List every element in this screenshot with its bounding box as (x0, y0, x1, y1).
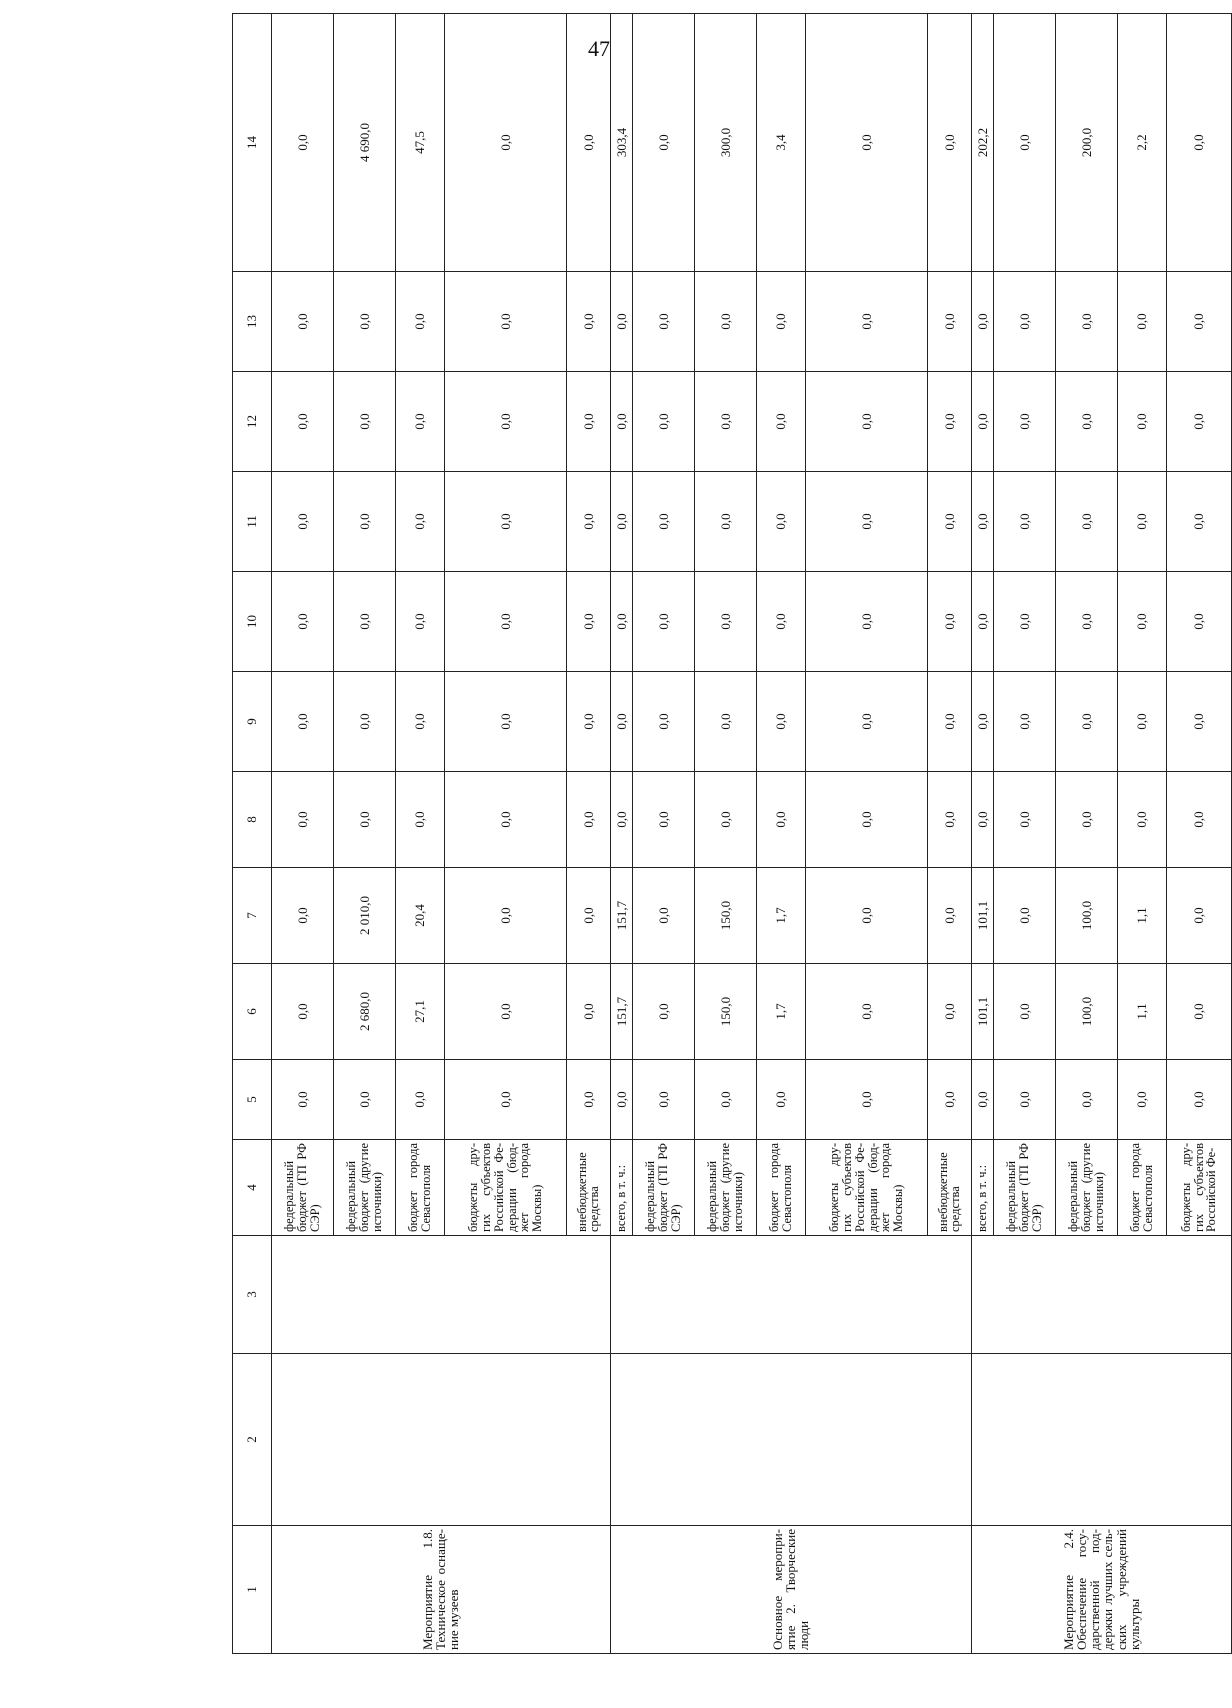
value-cell: 0,0 (927, 672, 971, 772)
value-cell: 0,0 (1167, 772, 1232, 868)
value-cell: 0,0 (694, 472, 756, 572)
value-cell: 0,0 (971, 372, 993, 472)
value-cell: 0,0 (927, 572, 971, 672)
value-cell: 0,0 (927, 772, 971, 868)
value-cell: 0,0 (1118, 272, 1167, 372)
value-cell: 0,0 (993, 472, 1055, 572)
value-cell: 0,0 (566, 868, 610, 964)
value-cell: 0,0 (1055, 372, 1117, 472)
value-cell: 0,0 (757, 1060, 806, 1140)
funding-source-cell: федеральный бюджет (другие источники) (694, 1140, 756, 1236)
value-cell: 0,0 (971, 572, 993, 672)
value-cell: 1,7 (757, 964, 806, 1060)
value-cell: 0,0 (993, 672, 1055, 772)
empty-cell-col-3 (971, 1236, 1231, 1354)
value-cell: 0,0 (445, 472, 567, 572)
value-cell: 0,0 (1055, 772, 1117, 868)
value-cell: 0,0 (610, 1060, 632, 1140)
header-cell: 5 (233, 1060, 272, 1140)
value-cell: 0,0 (333, 772, 395, 868)
measure-name-cell: Мероприятие 2.4. Обеспечение госу-дарственной под-держки лучших сель-ских учреждений культуры (971, 1526, 1231, 1654)
value-cell: 0,0 (806, 472, 928, 572)
funding-source-cell: бюджеты дру-гих субъектов Российской Фе-дерации (бюд-жет города Москвы) (806, 1140, 928, 1236)
measure-name-cell: Мероприятие 1.8. Техническое оснаще-ние музеев (271, 1526, 610, 1654)
value-cell: 0,0 (694, 1060, 756, 1140)
funding-source-cell: всего, в т. ч.: (610, 1140, 632, 1236)
value-cell: 0,0 (694, 772, 756, 868)
value-cell: 0,0 (445, 372, 567, 472)
value-cell: 0,0 (610, 772, 632, 868)
value-cell: 2,2 (1118, 14, 1167, 272)
value-cell: 0,0 (271, 772, 333, 868)
value-cell: 0,0 (927, 14, 971, 272)
value-cell: 0,0 (271, 672, 333, 772)
value-cell: 0,0 (610, 372, 632, 472)
header-cell: 1 (233, 1526, 272, 1654)
value-cell: 0,0 (632, 772, 694, 868)
value-cell: 0,0 (566, 1060, 610, 1140)
value-cell: 0,0 (1118, 1060, 1167, 1140)
value-cell: 0,0 (806, 572, 928, 672)
empty-cell-col-2 (271, 1354, 610, 1526)
value-cell: 101,1 (971, 868, 993, 964)
value-cell: 0,0 (806, 868, 928, 964)
value-cell: 0,0 (927, 868, 971, 964)
page-number: 47 (588, 36, 610, 61)
table-row (610, 14, 632, 1654)
value-cell: 0,0 (566, 572, 610, 672)
value-cell: 0,0 (566, 964, 610, 1060)
budget-table (232, 13, 1232, 1654)
value-cell: 0,0 (927, 372, 971, 472)
value-cell: 0,0 (971, 772, 993, 868)
value-cell: 1,7 (757, 868, 806, 964)
value-cell: 0,0 (333, 272, 395, 372)
empty-cell-col-3 (271, 1236, 610, 1354)
value-cell: 0,0 (694, 372, 756, 472)
value-cell: 0,0 (1055, 672, 1117, 772)
value-cell: 0,0 (632, 868, 694, 964)
funding-source-cell: внебюджетные средства (566, 1140, 610, 1236)
value-cell: 0,0 (632, 14, 694, 272)
value-cell: 0,0 (971, 272, 993, 372)
value-cell: 0,0 (694, 572, 756, 672)
value-cell: 0,0 (271, 1060, 333, 1140)
value-cell: 0,0 (806, 1060, 928, 1140)
header-cell: 13 (233, 272, 272, 372)
funding-source-cell: федеральный бюджет (ГП РФ СЭР) (271, 1140, 333, 1236)
empty-cell-col-2 (971, 1354, 1231, 1526)
header-cell: 11 (233, 472, 272, 572)
value-cell: 0,0 (1167, 1060, 1232, 1140)
value-cell: 0,0 (632, 472, 694, 572)
value-cell: 0,0 (566, 772, 610, 868)
value-cell: 0,0 (1167, 14, 1232, 272)
value-cell: 0,0 (1118, 472, 1167, 572)
funding-source-cell: бюджет города Севастополя (757, 1140, 806, 1236)
value-cell: 0,0 (271, 572, 333, 672)
value-cell: 0,0 (396, 1060, 445, 1140)
measure-name-cell: Основное меропри-ятие 2. Творческие люди (610, 1526, 971, 1654)
value-cell: 0,0 (271, 964, 333, 1060)
value-cell: 0,0 (993, 272, 1055, 372)
value-cell: 2 680,0 (333, 964, 395, 1060)
funding-source-cell: бюджет города Севастополя (1118, 1140, 1167, 1236)
value-cell: 0,0 (610, 272, 632, 372)
value-cell: 0,0 (566, 672, 610, 772)
table-row (271, 14, 333, 1654)
value-cell: 0,0 (445, 868, 567, 964)
value-cell: 0,0 (445, 572, 567, 672)
value-cell: 0,0 (396, 772, 445, 868)
value-cell: 1,1 (1118, 868, 1167, 964)
value-cell: 0,0 (971, 472, 993, 572)
funding-source-cell: федеральный бюджет (другие источники) (1055, 1140, 1117, 1236)
value-cell: 0,0 (757, 372, 806, 472)
funding-source-cell: федеральный бюджет (другие источники) (333, 1140, 395, 1236)
value-cell: 0,0 (1167, 572, 1232, 672)
funding-source-cell: всего, в т. ч.: (971, 1140, 993, 1236)
funding-source-cell: бюджеты дру-гих субъектов Российской Фе- (1167, 1140, 1232, 1236)
value-cell: 0,0 (993, 572, 1055, 672)
value-cell: 0,0 (1167, 672, 1232, 772)
value-cell: 0,0 (1118, 772, 1167, 868)
value-cell: 0,0 (610, 472, 632, 572)
value-cell: 0,0 (610, 672, 632, 772)
value-cell: 151,7 (610, 964, 632, 1060)
value-cell: 0,0 (927, 1060, 971, 1140)
funding-source-cell: бюджет города Севастополя (396, 1140, 445, 1236)
value-cell: 0,0 (971, 1060, 993, 1140)
value-cell: 0,0 (927, 272, 971, 372)
value-cell: 0,0 (396, 272, 445, 372)
funding-source-cell: федеральный бюджет (ГП РФ СЭР) (993, 1140, 1055, 1236)
value-cell: 0,0 (993, 868, 1055, 964)
value-cell: 0,0 (1055, 1060, 1117, 1140)
value-cell: 0,0 (757, 272, 806, 372)
header-row (233, 14, 272, 1654)
value-cell: 0,0 (445, 772, 567, 868)
value-cell: 0,0 (1167, 472, 1232, 572)
value-cell: 0,0 (445, 272, 567, 372)
value-cell: 303,4 (610, 14, 632, 272)
value-cell: 0,0 (333, 372, 395, 472)
value-cell: 0,0 (271, 372, 333, 472)
value-cell: 0,0 (445, 964, 567, 1060)
value-cell: 150,0 (694, 868, 756, 964)
value-cell: 0,0 (566, 372, 610, 472)
value-cell: 0,0 (396, 372, 445, 472)
value-cell: 0,0 (993, 372, 1055, 472)
value-cell: 0,0 (1055, 572, 1117, 672)
value-cell: 0,0 (632, 372, 694, 472)
header-cell: 9 (233, 672, 272, 772)
value-cell: 202,2 (971, 14, 993, 272)
value-cell: 100,0 (1055, 964, 1117, 1060)
value-cell: 150,0 (694, 964, 756, 1060)
value-cell: 0,0 (806, 772, 928, 868)
value-cell: 0,0 (566, 472, 610, 572)
value-cell: 0,0 (396, 672, 445, 772)
value-cell: 0,0 (1167, 964, 1232, 1060)
value-cell: 0,0 (757, 472, 806, 572)
empty-cell-col-3 (610, 1236, 971, 1354)
value-cell: 0,0 (993, 772, 1055, 868)
value-cell: 101,1 (971, 964, 993, 1060)
funding-source-cell: внебюджетные средства (927, 1140, 971, 1236)
value-cell: 0,0 (271, 868, 333, 964)
value-cell: 0,0 (271, 472, 333, 572)
value-cell: 0,0 (806, 964, 928, 1060)
table-body (233, 14, 1232, 1654)
value-cell: 0,0 (333, 572, 395, 672)
header-cell: 4 (233, 1140, 272, 1236)
value-cell: 0,0 (927, 964, 971, 1060)
value-cell: 0,0 (993, 1060, 1055, 1140)
value-cell: 0,0 (445, 1060, 567, 1140)
value-cell: 0,0 (1118, 572, 1167, 672)
value-cell: 20,4 (396, 868, 445, 964)
table-row (971, 14, 993, 1654)
value-cell: 3,4 (757, 14, 806, 272)
value-cell: 0,0 (993, 14, 1055, 272)
value-cell: 0,0 (757, 772, 806, 868)
value-cell: 0,0 (333, 1060, 395, 1140)
value-cell: 0,0 (806, 272, 928, 372)
value-cell: 0,0 (1118, 372, 1167, 472)
value-cell: 0,0 (1167, 272, 1232, 372)
value-cell: 300,0 (694, 14, 756, 272)
value-cell: 200,0 (1055, 14, 1117, 272)
value-cell: 0,0 (632, 672, 694, 772)
value-cell: 0,0 (333, 672, 395, 772)
rotated-table-wrapper (232, 14, 1232, 1654)
value-cell: 0,0 (1118, 672, 1167, 772)
empty-cell-col-2 (610, 1354, 971, 1526)
header-cell: 7 (233, 868, 272, 964)
value-cell: 2 010,0 (333, 868, 395, 964)
funding-source-cell: бюджеты дру-гих субъектов Российской Фе-дерации (бюд-жет города Москвы) (445, 1140, 567, 1236)
value-cell: 151,7 (610, 868, 632, 964)
value-cell: 0,0 (271, 272, 333, 372)
header-cell: 3 (233, 1236, 272, 1354)
value-cell: 0,0 (806, 672, 928, 772)
value-cell: 1,1 (1118, 964, 1167, 1060)
value-cell: 0,0 (445, 14, 567, 272)
value-cell: 0,0 (396, 572, 445, 672)
header-cell: 12 (233, 372, 272, 472)
header-cell: 6 (233, 964, 272, 1060)
header-cell: 14 (233, 14, 272, 272)
value-cell: 0,0 (632, 964, 694, 1060)
value-cell: 0,0 (757, 572, 806, 672)
value-cell: 0,0 (971, 672, 993, 772)
value-cell: 100,0 (1055, 868, 1117, 964)
value-cell: 0,0 (632, 1060, 694, 1140)
value-cell: 0,0 (632, 272, 694, 372)
value-cell: 0,0 (1167, 372, 1232, 472)
value-cell: 0,0 (271, 14, 333, 272)
value-cell: 47,5 (396, 14, 445, 272)
value-cell: 0,0 (694, 272, 756, 372)
value-cell: 0,0 (1167, 868, 1232, 964)
value-cell: 0,0 (927, 472, 971, 572)
value-cell: 0,0 (333, 472, 395, 572)
value-cell: 0,0 (566, 14, 610, 272)
value-cell: 0,0 (1055, 472, 1117, 572)
value-cell: 0,0 (566, 272, 610, 372)
header-cell: 8 (233, 772, 272, 868)
value-cell: 0,0 (1055, 272, 1117, 372)
value-cell: 0,0 (757, 672, 806, 772)
value-cell: 0,0 (610, 572, 632, 672)
value-cell: 0,0 (694, 672, 756, 772)
value-cell: 0,0 (806, 372, 928, 472)
value-cell: 0,0 (806, 14, 928, 272)
value-cell: 0,0 (993, 964, 1055, 1060)
value-cell: 4 690,0 (333, 14, 395, 272)
value-cell: 0,0 (445, 672, 567, 772)
header-cell: 10 (233, 572, 272, 672)
header-cell: 2 (233, 1354, 272, 1526)
value-cell: 0,0 (632, 572, 694, 672)
value-cell: 27,1 (396, 964, 445, 1060)
value-cell: 0,0 (396, 472, 445, 572)
funding-source-cell: федеральный бюджет (ГП РФ СЭР) (632, 1140, 694, 1236)
